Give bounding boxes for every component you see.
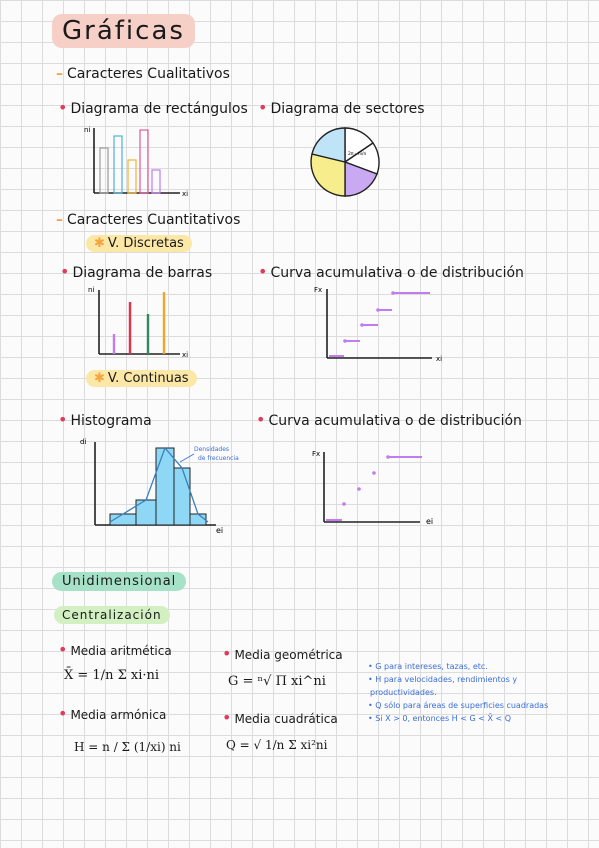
star-icon: ✱ [94, 371, 105, 386]
hist-bar [156, 448, 174, 525]
bullet-dot: • [222, 708, 232, 727]
rect-bar [114, 136, 122, 193]
continuas-label: V. Continuas [107, 371, 189, 386]
media-geometrica-heading [222, 644, 343, 663]
page-title: Gráficas [52, 14, 195, 48]
curva-acumulativa-1 [312, 284, 452, 364]
hist-ylabel: di [80, 438, 87, 446]
rect-diagram [80, 122, 200, 200]
rect-diagram-label: Diagrama de rectángulos [70, 101, 248, 117]
rect-bar [152, 170, 160, 193]
rect-bar [128, 160, 136, 193]
curva-acumulativa-label-1: Curva acumulativa o de distribución [270, 265, 524, 281]
pie-diagram [305, 122, 385, 202]
hist-bar [190, 514, 206, 525]
barras-xlabel: xi [182, 351, 189, 359]
notes-block [368, 660, 594, 725]
media-aritmetica-heading [58, 640, 172, 659]
section-cuantitativos-heading: Caracteres Cuantitativos [67, 212, 241, 228]
media-armonica-label: Media armónica [70, 708, 167, 722]
rect-ylabel: ni [84, 126, 91, 134]
rect-bar [100, 148, 108, 193]
curva1-ylabel: Fx [314, 286, 323, 294]
curva-acumulativa-heading-2 [256, 410, 522, 429]
hist-xlabel: ei [216, 526, 224, 535]
star-icon: ✱ [94, 236, 105, 251]
pie-label: 2π · ni/n [348, 152, 367, 157]
note-line: • G para intereses, tazas, etc. [368, 662, 488, 671]
curva-acumulativa-label-2: Curva acumulativa o de distribución [268, 413, 522, 429]
sector-diagram-label: Diagrama de sectores [270, 101, 425, 117]
curva-acumulativa-heading-1 [258, 262, 524, 281]
histograma-diagram [78, 434, 253, 538]
discretas-tag [86, 235, 192, 252]
section-cualitativos-heading: Caracteres Cualitativos [67, 66, 230, 82]
note-line: • Si X > 0, entonces H < G < X̄ < Q [368, 714, 512, 723]
section-cualitativos [56, 66, 230, 82]
media-cuadratica-heading [222, 708, 338, 727]
bullet-dot: • [258, 98, 268, 117]
hist-bar [174, 468, 190, 525]
note-line: productividades. [370, 688, 437, 697]
barras-label: Diagrama de barras [72, 265, 213, 281]
media-aritmetica-formula: X̄ = 1/n Σ xi·ni [64, 668, 160, 683]
hist-note-2: de frecuencia [198, 455, 239, 462]
media-cuadratica-formula: Q = √ 1/n Σ xi²ni [226, 738, 328, 752]
barras-heading [60, 262, 212, 281]
curva2-xlabel: ei [426, 517, 434, 526]
bullet-dot: • [58, 98, 68, 117]
bullet-dot: • [258, 262, 268, 281]
continuas-tag [86, 370, 197, 387]
hist-note-1: Densidades [194, 446, 230, 453]
curva2-ylabel: Fx [312, 450, 321, 458]
rect-xlabel: xi [182, 190, 189, 198]
barras-ylabel: ni [88, 286, 95, 294]
bullet-dot: • [256, 410, 266, 429]
media-armonica-formula: H = n / Σ (1/xi) ni [74, 740, 181, 754]
discretas-label: V. Discretas [107, 236, 184, 251]
curva-acumulativa-2 [310, 446, 440, 530]
media-aritmetica-label: Media aritmética [70, 644, 172, 658]
bullet-dot: • [58, 640, 68, 659]
rect-diagram-heading [58, 98, 248, 117]
media-geometrica-formula: G = ⁿ√ Π xi^ni [228, 674, 326, 689]
media-geometrica-label: Media geométrica [234, 648, 343, 662]
curva1-xlabel: xi [436, 355, 443, 363]
histograma-label: Histograma [70, 413, 152, 429]
centralizacion-heading: Centralización [54, 606, 170, 624]
bullet-dot: • [58, 704, 68, 723]
unidimensional-heading: Unidimensional [52, 572, 186, 591]
sector-diagram-heading [258, 98, 425, 117]
note-line: • Q sólo para áreas de superficies cuadradas [368, 701, 549, 710]
media-cuadratica-label: Media cuadrática [234, 712, 338, 726]
section-cuantitativos [56, 212, 240, 228]
note-line: • H para velocidades, rendimientos y [368, 675, 518, 684]
media-armonica-heading [58, 704, 166, 723]
dash-marker: – [56, 66, 63, 82]
bullet-dot: • [58, 410, 68, 429]
bullet-dot: • [222, 644, 232, 663]
bullet-dot: • [60, 262, 70, 281]
dash-marker: – [56, 212, 63, 228]
histograma-heading [58, 410, 152, 429]
rect-bar [140, 130, 148, 193]
barras-diagram [84, 284, 199, 360]
